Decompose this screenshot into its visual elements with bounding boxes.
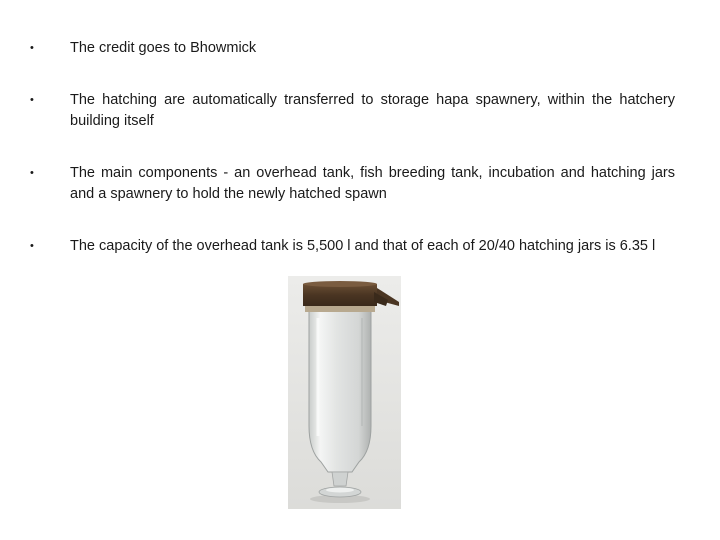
bullet-text: The main components - an overhead tank, fish breeding tank, incubation and hatching jars and a spawnery to hold the newly hatched spawn (70, 165, 675, 202)
bullet-item (30, 163, 675, 205)
bullet-text: The credit goes to Bhowmick (70, 40, 257, 56)
bullet-text: The hatching are automatically transferred to storage hapa spawnery, within the hatchery building itself (70, 92, 675, 129)
bullet-marker: • (30, 94, 34, 106)
hatching-jar-photo (288, 276, 401, 509)
hatching-jar-illustration (288, 276, 401, 509)
bullet-item (30, 236, 675, 257)
bullet-item (30, 38, 675, 59)
bullet-marker: • (30, 42, 34, 54)
bullet-marker: • (30, 167, 34, 179)
bullet-list (30, 38, 675, 288)
bullet-item (30, 90, 675, 132)
bullet-marker: • (30, 240, 34, 252)
bullet-text: The capacity of the overhead tank is 5,500 l and that of each of 20/40 hatching jars is 6.35 l (70, 238, 656, 254)
